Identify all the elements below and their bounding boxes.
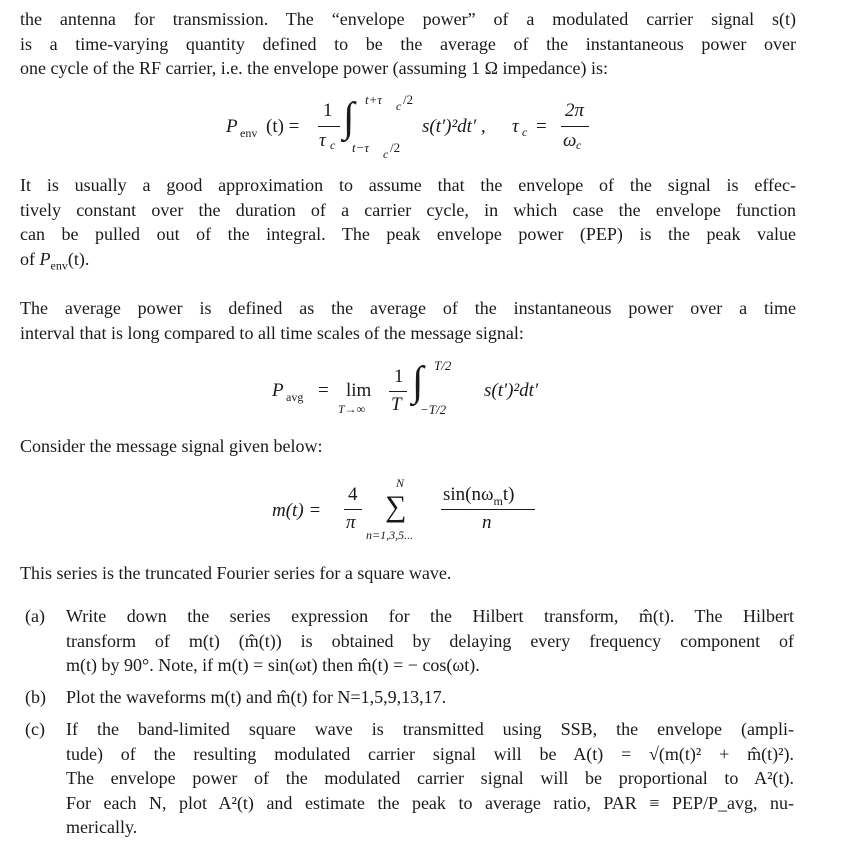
eq-env-upper-sub: c <box>396 99 402 113</box>
approximation-paragraph <box>20 173 796 278</box>
para2-last-sub: env <box>50 258 68 273</box>
question-item-a <box>20 604 796 680</box>
eq-env-frac2-num: 2π <box>565 100 585 121</box>
eq-env-frac2-bar <box>561 126 589 127</box>
eq-avg-upper: T/2 <box>434 358 452 373</box>
eq-m-frac2-den: n <box>482 512 492 533</box>
average-power-paragraph <box>20 296 796 345</box>
eq-env-upper: t+τ <box>365 92 383 107</box>
eq-m-frac2-num-tail: t) <box>502 484 515 505</box>
eq-m-sum-top: N <box>396 476 405 490</box>
eq-avg-frac-den: T <box>391 394 402 415</box>
eq-m-frac-den: π <box>346 512 356 533</box>
intro-line-2: is a time-varying quantity defined to be the average of the instantaneous power over <box>20 33 796 54</box>
eq-env-tau: τ <box>512 116 519 137</box>
intro-line-1: the antenna for transmission. The “envelope power” of a modulated carrier signal s(t) <box>20 9 796 29</box>
eq-avg-frac-num: 1 <box>394 366 404 387</box>
eq-avg-eq: = <box>318 380 329 401</box>
eq-m-frac2-bar <box>441 509 535 510</box>
para2-last-suffix: (t). <box>67 248 90 269</box>
eq-avg-lhs: P <box>272 380 284 401</box>
question-item-c <box>20 717 796 847</box>
eq-env-lhs-arg: (t) = <box>266 116 300 137</box>
eq-env-lhs-sub: env <box>240 126 258 140</box>
eq-avg-lower: −T/2 <box>420 402 447 417</box>
eq-env-integrand: s(t′)²dt′ , <box>422 116 486 137</box>
summation-sign-icon: ∑ <box>385 490 407 523</box>
series-paragraph <box>20 561 796 586</box>
question-item-b <box>20 685 796 711</box>
series-text: This series is the truncated Fourier series for a square wave. <box>20 563 452 583</box>
eq-env-lhs: P <box>226 116 238 137</box>
eq-env-frac-bar <box>318 126 340 127</box>
eq-m-frac2-num-sub: m <box>493 493 503 508</box>
eq-m-sum-bottom: n=1,3,5... <box>366 528 414 542</box>
eq-m-frac-num: 4 <box>348 484 358 505</box>
consider-text: Consider the message signal given below: <box>20 436 323 456</box>
eq-env-frac2-den-sub: c <box>576 138 582 152</box>
para2-last-prefix: of <box>20 248 40 269</box>
eq-env-frac-num: 1 <box>323 100 333 121</box>
item-a-label: (a) <box>25 606 45 626</box>
item-a-line-2: transform of m(t) (m̂(t)) is obtained by delaying every frequency component of <box>66 630 794 651</box>
eq-env-lower-sub: c <box>383 147 389 161</box>
item-c-line-5: merically. <box>66 817 138 838</box>
para2-line-4 <box>20 247 796 278</box>
average-power-equation <box>0 358 846 426</box>
para2-line-1: It is usually a good approximation to assume that the envelope of the signal is effec- <box>20 175 796 195</box>
eq-env-upper-tail: /2 <box>403 92 414 107</box>
message-signal-equation <box>0 476 846 548</box>
eq-env-lower-tail: /2 <box>390 140 401 155</box>
eq-avg-frac-bar <box>389 391 407 392</box>
item-c-line-2: tude) of the resulting modulated carrier signal will be A(t) = √(m(t)² + m̂(t)²). <box>66 743 794 764</box>
item-c-line-3: The envelope power of the modulated carrier signal will be proportional to A²(t). <box>66 768 794 789</box>
eq-avg-lim: lim <box>346 380 372 401</box>
item-b-line-1: Plot the waveforms m(t) and m̂(t) for N=1,5,9,13,17. <box>66 687 447 707</box>
consider-paragraph <box>20 434 796 459</box>
eq-env-frac-den: τ <box>319 130 326 151</box>
integral-sign-icon: ∫ <box>343 95 355 141</box>
eq-m-lhs: m(t) = <box>272 500 322 521</box>
eq-avg-integrand: s(t′)²dt′ <box>484 380 539 401</box>
para2-line-2: tively constant over the duration of a carrier cycle, in which case the envelope function <box>20 199 796 220</box>
item-c-line-4: For each N, plot A²(t) and estimate the peak to average ratio, PAR ≡ PEP/P_avg, nu- <box>66 792 794 813</box>
eq-avg-lim-sub: T→∞ <box>338 402 366 416</box>
integral-sign-icon: ∫ <box>412 359 424 405</box>
intro-paragraph <box>20 7 796 81</box>
para2-last-var: P <box>39 248 51 269</box>
para2-line-3: can be pulled out of the integral. The peak envelope power (PEP) is the peak value <box>20 224 796 245</box>
eq-env-frac2-den: ω <box>563 130 577 151</box>
eq-m-frac2-num <box>443 484 514 509</box>
eq-m-frac2-num-text: sin(nω <box>443 484 494 505</box>
eq-env-lower: t−τ <box>352 140 370 155</box>
eq-env-frac-den-sub: c <box>330 138 336 152</box>
item-c-label: (c) <box>25 719 45 739</box>
item-a-line-3: m(t) by 90°. Note, if m(t) = sin(ωt) then m̂(t) = − cos(ωt). <box>66 655 480 676</box>
item-a-line-1: Write down the series expression for the Hilbert transform, m̂(t). The Hilbert <box>66 606 794 626</box>
eq-env-tau-eq: = <box>536 116 547 137</box>
eq-m-frac-bar <box>344 509 362 510</box>
intro-line-3: one cycle of the RF carrier, i.e. the envelope power (assuming 1 Ω impedance) is: <box>20 58 608 79</box>
item-c-line-1: If the band-limited square wave is transmitted using SSB, the envelope (ampli- <box>66 719 794 739</box>
eq-avg-lhs-sub: avg <box>286 390 304 404</box>
item-b-label: (b) <box>25 687 46 707</box>
para3-line-1: The average power is defined as the average of the instantaneous power over a time <box>20 298 796 318</box>
envelope-power-equation <box>0 92 846 162</box>
eq-env-tau-sub: c <box>522 125 528 139</box>
para3-line-2: interval that is long compared to all time scales of the message signal: <box>20 322 524 343</box>
